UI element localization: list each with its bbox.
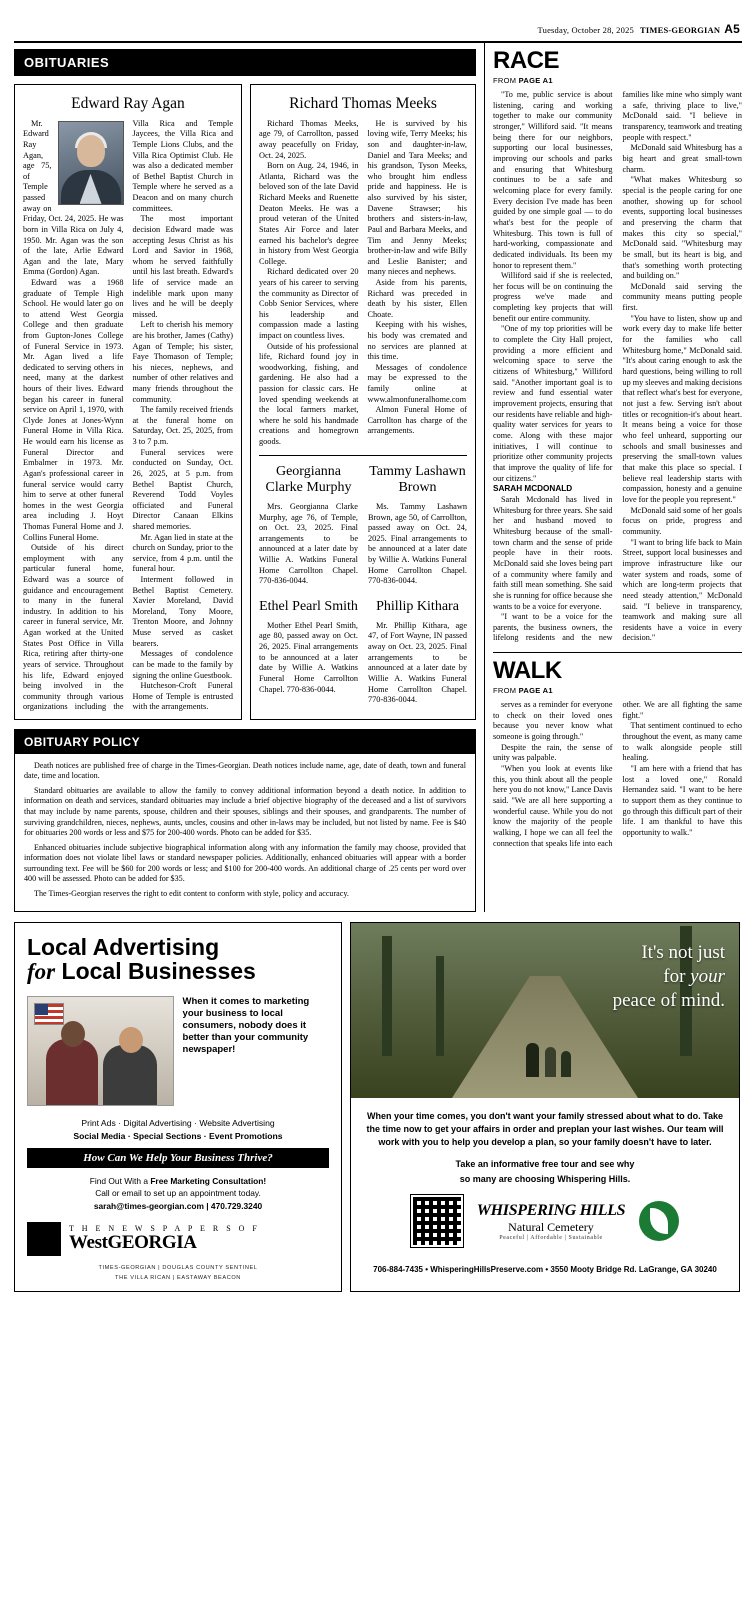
ad-publisher-logo [27, 1222, 329, 1256]
race-paragraph: Williford said if she is reelected, her focus will be on continuing the progress we've made and completing key projects that will benefit our entire community. [493, 271, 613, 323]
ad-whispering-hills[interactable] [350, 922, 740, 1292]
death-notice-text: Mr. Phillip Kithara, age 47, of Fort Wayne, IN passed away on Oct. 23, 2025. Final arrangements to be announced at a later date by Willie A. Watkins Funeral Home Carrollton Chapel. 770-836-0044. [368, 620, 467, 705]
ad-local-advertising[interactable] [14, 922, 342, 1292]
ad-contact-line[interactable]: 706-884-7435 • WhisperingHillsPreserve.com • 3550 Mooty Bridge Rd. LaGrange, GA 30240 [373, 1265, 717, 1275]
walk-jump-page: PAGE A1 [518, 686, 553, 696]
walk-paragraph: "I am here with a friend that has lost a loved one," Ronald Hernandez said. "I want to be here to support them as they continue to go through this difficult part of their life. I am thankful to have this opportunity to walk." [622, 764, 742, 837]
race-story-body [493, 90, 742, 644]
ad-headline-line2: Local Businesses [61, 958, 256, 985]
obituary-card-agan [14, 84, 242, 720]
ad-cta-line2: Call or email to set up an appointment today. [95, 1188, 261, 1199]
masthead [14, 0, 742, 41]
policy-paragraph: The Times-Georgian reserves the right to edit content to conform with style, policy and accuracy. [34, 888, 349, 898]
news-continuation-column [484, 43, 742, 912]
logo-georgia: GEORGIA [107, 1231, 197, 1253]
death-notice-name: Ethel Pearl Smith [259, 598, 358, 614]
race-jump-prefix: FROM [493, 76, 519, 85]
race-paragraph: McDonald said some of her goals focus on pride, progress and community. [622, 505, 742, 536]
policy-paragraph: Enhanced obituaries include subjective biographical information along with any information the family may choose, provided that information does not violate libel laws or standard newspaper policies. Additionally, enhanced obituaries will appear with a border surrounding text. Fee will be $60 for 200 words or less; and $100 for 200-400 words. An additional charge of .25 cents per word over 400 will be assessed. Photo can be added for $35. [24, 842, 466, 884]
masthead-date: Tuesday, October 28, 2025 [537, 25, 634, 35]
ad-headline-line2b: your [690, 965, 725, 987]
obituary-text-col1: Mr. Edward Ray Agan, age 75, of Temple passed away on Friday, Oct. 24, 2025. He was born in Villa Rica on July 4, 1950. Mr. Agan was the son of the late, Arlie Edward Agan and the late, Mary Emma (Gordon) Agan. Edward was a 1968 graduate of Temple High School. He would later go on to attend West Georgia College and then graduate from Gupton-Jones College of Funeral Service in 1973. Mr. Agan lived a life dedicated to serving others in need, many at the darkest hours of their lives. Edward began his career in funeral service on April 1, 1970, with Clyde Jones at Jones-Wynn Funeral Home in Villa Rica. He would earn his license as Funeral Director and Embalmer in 1973. Mr. Agan's professional career in funeral service would carry him to serve at other funeral homes in the west Georgia area including J. Hoyt Thomas Funeral Home and J. Collins Funeral Home. Outside of his direct employment with any particular funeral home, Edward was a source of guidance and encouragement to many in the funeral industry. In addition to his career in funeral service, Mr. Agan worked at the United States Post Office in Villa Rica, retiring after thirty-one years of service. Throughout his life, Edward enjoyed being involved in the community through various organizations including the Villa Rica and Temple Jaycees, the Villa Rica and Temple Lions Clubs, and the Villa Rica Optimist Club. He was also a dedicated member of Bethel Baptist Church in Temple where he served as a Deacon and on many church committees. [23, 118, 233, 712]
ad-body-text: When your time comes, you don't want your family stressed about what to do. Take the time now to get your affairs in order and preplan your last wishes. Our team will work with you to help you develop a plan, so your family doesn't have to later. [366, 1111, 724, 1148]
death-notice-murphy [259, 462, 358, 587]
masthead-page-number: A5 [724, 22, 740, 36]
advertisement-row [14, 922, 742, 1292]
death-notice-kithara [368, 597, 467, 706]
ad-pullquote: When it comes to marketing your business to local consumers, nobody does it better than your community newspaper! [182, 996, 310, 1055]
ad-cta-contact[interactable]: sarah@times-georgian.com | 470.729.3240 [93, 1200, 263, 1211]
ad-footer-line1: TIMES-GEORGIAN | DOUGLAS COUNTY SENTINEL [98, 1264, 258, 1271]
death-notice-smith [259, 597, 358, 706]
ad-services-line2: Social Media · Special Sections · Event Promotions [73, 1131, 283, 1142]
walk-jump-prefix: FROM [493, 686, 519, 696]
obituary-portrait-photo [58, 121, 124, 205]
logo-tagline: Peaceful | Affordable | Sustainable [499, 1234, 603, 1241]
race-jump-line [493, 76, 742, 85]
ad-headline [27, 935, 329, 984]
race-paragraph: "I want to be a voice for the parents, the business owners, the lifelong residents and the new families like mine who simply want a safe, thriving place to live," McDonald said. "I believe in transparency, teamwork and treating people with respect." [493, 90, 742, 643]
race-paragraph: "I want to bring life back to Main Street, support local businesses and improve infrastructure like our water system and roads, some of which are long-term projects that need steady attention," McDonald said. "I believe in transparency, teamwork and making sure all residents have a voice in every decision." [622, 537, 742, 643]
obituaries-section [14, 43, 484, 912]
ad-headline-line1: It's not just [641, 942, 725, 964]
race-story-head: RACE [493, 47, 560, 74]
obituary-card-meeks [250, 84, 476, 720]
obituary-text-col1: Richard Thomas Meeks, age 79, of Carrollton, passed away peacefully on Friday, Oct. 24, 2025. Born on Aug. 24, 1946, in Atlanta, Richard was the beloved son of the late David Richard Meeks and Ruenette Deaton Meeks. He was a proud veteran of the United States Air Force and later earned his bachelor's degree in history from West Georgia College. Richard dedicated over 20 years of his career to serving the community as Director of Cobb Senior Services, where his leadership and compassion made a lasting impact on countless lives. Outside of his professional life, Richard found joy in woodworking, fishing, and gardening. He also had a passion for classic cars. He loved spending weekends at the local farmers market, where he sold his handmade creations and homegrown goods. [259, 118, 359, 447]
walk-story-body [493, 700, 742, 849]
ad-services-list [27, 1117, 329, 1143]
ad-photo-business-owners [27, 996, 174, 1106]
policy-paragraph: Death notices are published free of charge in the Times-Georgian. Death notices include name, age, date of death, town and funeral date, time and location. [24, 760, 466, 781]
ad-tour-line1: Take an informative free tour and see why [455, 1159, 635, 1170]
leaf-icon [639, 1201, 679, 1241]
walk-paragraph: serves as a reminder for everyone to check on their loved ones because you never know what someone is going through." [493, 700, 613, 742]
logo-kicker: T H E N E W S P A P E R S O F [69, 1223, 260, 1233]
ad-publisher-footer [27, 1263, 329, 1283]
race-paragraph: Sarah Mcdonald has lived in Whitesburg for three years. She said her and husband moved to Whitesburg because of the small-town charm and the sense of pride people have in their roots. McDonald said she loves being part of a community where family and faith still mean something. She said she is running for office because she wants to be a voice for everyone. [493, 494, 613, 611]
walk-paragraph: Despite the rain, the sense of unity was palpable. [493, 742, 613, 763]
race-paragraph: "What makes Whitesburg so special is the people caring for one another, showing up for school events, supporting local businesses and preserving the charm that makes this city so special," McDonald said. "Whitesburg may be small, but its heart is big, and that's something worth protecting and building on." [622, 175, 742, 281]
ad-photo-family-walking [351, 923, 739, 1098]
obituary-policy-box [14, 729, 476, 912]
death-notice-name: Phillip Kithara [376, 598, 459, 614]
obituary-text-col2: The most important decision Edward made was accepting Jesus Christ as his Lord and Savior in 1968, whom he served faithfully until his last breath. Edward's life of service made an indelible mark upon many lives and he will be deeply missed. Left to cherish his memory are his brother, James (Cathy) Agan of Temple; his sister, Faye Thomason of Temple; his nieces, nephews, and number of other relatives and many friends throughout the community. The family received friends at the funeral home on Saturday, Oct. 25, 2025, from 3 to 7 p.m. Funeral services were conducted on Sunday, Oct. 26, 2025, at 5 p.m. from Bethel Baptist Church, Reverend Todd Voyles officiated and Funeral Director Canaan Elkins shared memories. Mr. Agan lied in state at the church on Sunday, prior to the service, from 4 p.m. until the funeral hour. Interment followed in Bethel Baptist Cemetery. Xavier Moreland, David Moreland, Tony Moore, Trenton Moore, and Johnny Muse served as casket bearers. Messages of condolence can be made to the family by signing the online Guestbook. Hutcheson-Croft Funeral Home of Temple is entrusted with the arrangements. [132, 214, 233, 712]
walk-jump-line [493, 686, 742, 695]
ad-tour-line2: so many are choosing Whispering Hills. [459, 1174, 631, 1185]
ad-cta-bold: Free Marketing Consultation! [150, 1176, 267, 1187]
ad-banner-question: How Can We Help Your Business Thrive? [27, 1148, 329, 1168]
obituaries-banner: OBITUARIES [14, 49, 476, 76]
race-jump-page: PAGE A1 [518, 76, 553, 85]
obituary-name: Edward Ray Agan [71, 95, 185, 112]
ad-call-to-action[interactable] [27, 1175, 329, 1212]
race-subhead: SARAH MCDONALD [493, 484, 573, 494]
race-paragraph: McDonald said Whitesburg has a big heart and great small-town charm. [622, 143, 742, 174]
walk-story-head: WALK [493, 657, 562, 685]
logo-mark-icon [27, 1222, 61, 1256]
story-divider [493, 652, 742, 653]
qr-code-icon[interactable] [411, 1195, 463, 1247]
ad-headline-line1: Local Advertising [27, 934, 220, 961]
death-notice-name: Tammy Lashawn Brown [369, 463, 466, 495]
logo-west: West [69, 1231, 108, 1253]
race-paragraph: McDonald said serving the community means putting people first. [622, 281, 742, 313]
death-notice-name: Georgianna Clarke Murphy [265, 463, 352, 495]
logo-subtitle: Natural Cemetery [508, 1219, 594, 1234]
race-paragraph: "To me, public service is about listening, caring and working together to make our community stronger," Williford said. "It means being there for our neighbors, supporting our local businesses, improving our schools and parks and ensuring that Whitesburg continues to be a safe and welcoming place for every family. Every decision I've made has been guided by one simple goal — to do what's best for the people of Whitesburg. This town is full of hard-working, compassionate and dedicated individuals. Its been my honor to represent them." [493, 90, 613, 270]
ad-footer-line2: THE VILLA RICAN | EASTAWAY BEACON [115, 1274, 241, 1281]
obituary-name: Richard Thomas Meeks [289, 95, 437, 112]
ad-services-line1: Print Ads · Digital Advertising · Website Advertising [81, 1118, 275, 1129]
obituary-policy-title: OBITUARY POLICY [15, 730, 475, 754]
death-notice-brown [368, 462, 467, 587]
ad-cta-plain: Find Out With a [89, 1176, 151, 1187]
death-notice-text: Mother Ethel Pearl Smith, age 80, passed away on Oct. 26, 2025. Final arrangements to be announced at a later date by Willie A. Watkins Funeral Home Carrollton Chapel. 770-836-0044. [259, 620, 358, 694]
policy-paragraph: Standard obituaries are available to allow the family to convey additional information beyond a death notice. In addition to information on death and services, standard obituaries may include a brief objective biography of the deceased and a list of survivors that may include by name parents, spouse, children and their spouses, siblings and their spouses, and grandparents. The number of surviving grandchildren, nieces, nephews, aunts, uncles, cousins and other in-laws may be included, but not listed by name. Fee is $40 for obituaries 200 words or less and $75 for 200-400 words. Photo can be added for $35. [24, 785, 466, 838]
ad-headline [613, 941, 725, 1012]
race-paragraph: "One of my top priorities will be to complete the City Hall project, providing a more efficient and welcoming space to serve the citizens of Whitesburg," Williford said. "Another important goal is to review and fund essential water improvement projects, ensuring that our residents have reliable and high-quality water services for years to come. Along with these major initiatives, I will continue to prioritize other community projects that improve the quality of life for our citizens." [493, 324, 613, 483]
death-notice-text: Ms. Tammy Lashawn Brown, age 50, of Carrollton, passed away on Oct. 24, 2025. Final arrangements to be announced at a later date by Willie A. Watkins Funeral Home Carrollton Chapel. 770-836-0044. [368, 501, 467, 586]
obituary-text-col2: He is survived by his loving wife, Terry Meeks; his son and daughter-in-law, Daniel and Tara Meeks; and his grandson, Tyson Meeks, who brought him endless pride and happiness. He is also survived by his sister, Davene Strawser; his brothers and sisters-in-law, Paul and Barbara Meeks, and Tim and Jenny Meeks; brother-in-law and wife Billy and Leslie Banister; and many nieces and nephews. Aside from his parents, Richard was preceded in death by his sister, Ellen Choate. Keeping with his wishes, his body was cremated and no services are planned at this time. Messages of condolence may be expressed to the family online at www.almonfuneralhome.com Almon Funeral Home of Carrollton has charge of the arrangements. [367, 118, 467, 436]
ad-headline-italic: for [27, 959, 56, 985]
ad-headline-line3: peace of mind. [612, 989, 725, 1011]
card-divider [259, 455, 467, 456]
death-notice-text: Mrs. Georgianna Clarke Murphy, age 76, of Temple, on Oct. 23, 2025. Final arrangements to be announced at a later date by Willie A. Watkins Funeral Home Carrollton Chapel. 770-836-0044. [259, 501, 358, 586]
walk-paragraph: "When you look at events like this, you think about all the people here you do not know," Lance Davis said. "We are all here supporting a wonderful cause. While you do not know the majority of the people walking, I hope we can all feel the connection that speaks life into each other. We are all fighting the same fight." [493, 700, 742, 848]
whispering-hills-logo [477, 1202, 626, 1241]
logo-name: WHISPERING HILLS [476, 1201, 626, 1219]
race-paragraph: "You have to listen, show up and work every day to make life better for the families who call Whitesburg home," McDonald said. "It's about caring enough to ask the hard questions, being willing to roll up my sleeves and making decisions that reflect what's best for everyone, not just a few. Serving isn't about titles or recognition-it's about heart. It means being a voice for those who feel unheard, supporting our schools and small businesses and preserving the small-town values that make this place so special. I believe real leadership starts with compassion, honesty and a genuine love for the people you represent." [622, 313, 742, 504]
masthead-paper-name: TIMES-GEORGIAN [639, 25, 721, 35]
walk-paragraph: That sentiment continued to echo throughout the event, as many came to walk alongside people still healing. [622, 721, 742, 763]
ad-headline-line2a: for [663, 965, 691, 987]
